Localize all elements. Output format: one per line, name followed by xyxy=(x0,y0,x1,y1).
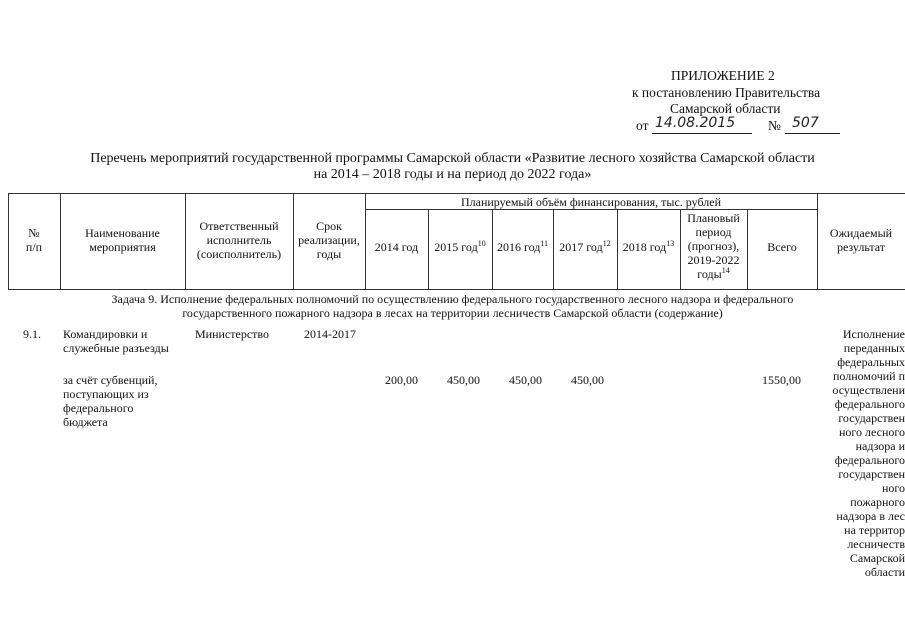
value-total: 1550,00 xyxy=(762,373,801,387)
handwritten-number: 507 xyxy=(792,115,819,131)
col-header-financing: Планируемый объём финансирования, тыс. рублей xyxy=(460,195,721,209)
col-header-total: Всего xyxy=(767,240,797,254)
col-header-name: Наименование мероприятия xyxy=(85,226,160,254)
document-title-line1: Перечень мероприятий государственной программы Самарской области «Развитие лесного хозяйства Самарской области xyxy=(90,151,815,166)
document-title-line2: на 2014 – 2018 годы и на период до 2022 года» xyxy=(313,167,592,182)
value-2016: 450,00 xyxy=(509,373,542,387)
value-2017: 450,00 xyxy=(571,373,604,387)
col-header-2014: 2014 год xyxy=(374,240,419,254)
col-header-2015: 2015 год$^{10}$ xyxy=(434,239,486,254)
col-header-executor: Ответственный исполнитель (соисполнитель) xyxy=(196,219,282,261)
col-header-2016: 2016 год$^{11}$ xyxy=(496,239,549,254)
value-2015: 450,00 xyxy=(447,373,480,387)
appendix-subtitle: к постановлению Правительства xyxy=(632,85,821,100)
row-name: Командировки и служебные разъезды xyxy=(63,327,169,355)
date-underline xyxy=(652,133,752,134)
col-header-result: Ожидаемый результат xyxy=(829,226,893,254)
row-term: 2014-2017 xyxy=(304,327,356,341)
handwritten-date: 14.08.2015 xyxy=(655,115,736,131)
value-2014: 200,00 xyxy=(385,373,418,387)
col-header-plan: Плановый период (прогноз), 2019-2022 годы$^{14}$ xyxy=(687,211,740,281)
row-sub-name: за счёт субвенций, поступающих из федерального бюджета xyxy=(63,373,158,429)
expected-result: Исполнение переданных федеральных полномочий п осуществлени федерального государствен ного лесного надзора и федерального государствен ного пожарного надзора в лес на территор лесничеств Самарской области xyxy=(832,327,905,579)
number-label: № xyxy=(768,118,781,133)
col-header-2018: 2018 год$^{13}$ xyxy=(622,239,675,254)
row-number: 9.1. xyxy=(23,327,41,341)
appendix-title: ПРИЛОЖЕНИЕ 2 xyxy=(671,68,775,83)
col-header-term: Срок реализации, годы xyxy=(298,219,360,261)
col-header-2017: 2017 год$^{12}$ xyxy=(559,239,611,254)
task-heading: Задача 9. Исполнение федеральных полномочий по осуществлению федерального государственного лесного надзора и федерального государственного пожарного надзора в лесах на территории лесничеств Самарской области (содержание) xyxy=(111,292,794,320)
date-label: от xyxy=(636,118,649,133)
number-underline xyxy=(785,133,840,134)
row-executor: Министерство xyxy=(195,327,269,341)
appendix-region: Самарской области xyxy=(670,101,781,116)
col-header-num: № п/п xyxy=(25,226,43,254)
